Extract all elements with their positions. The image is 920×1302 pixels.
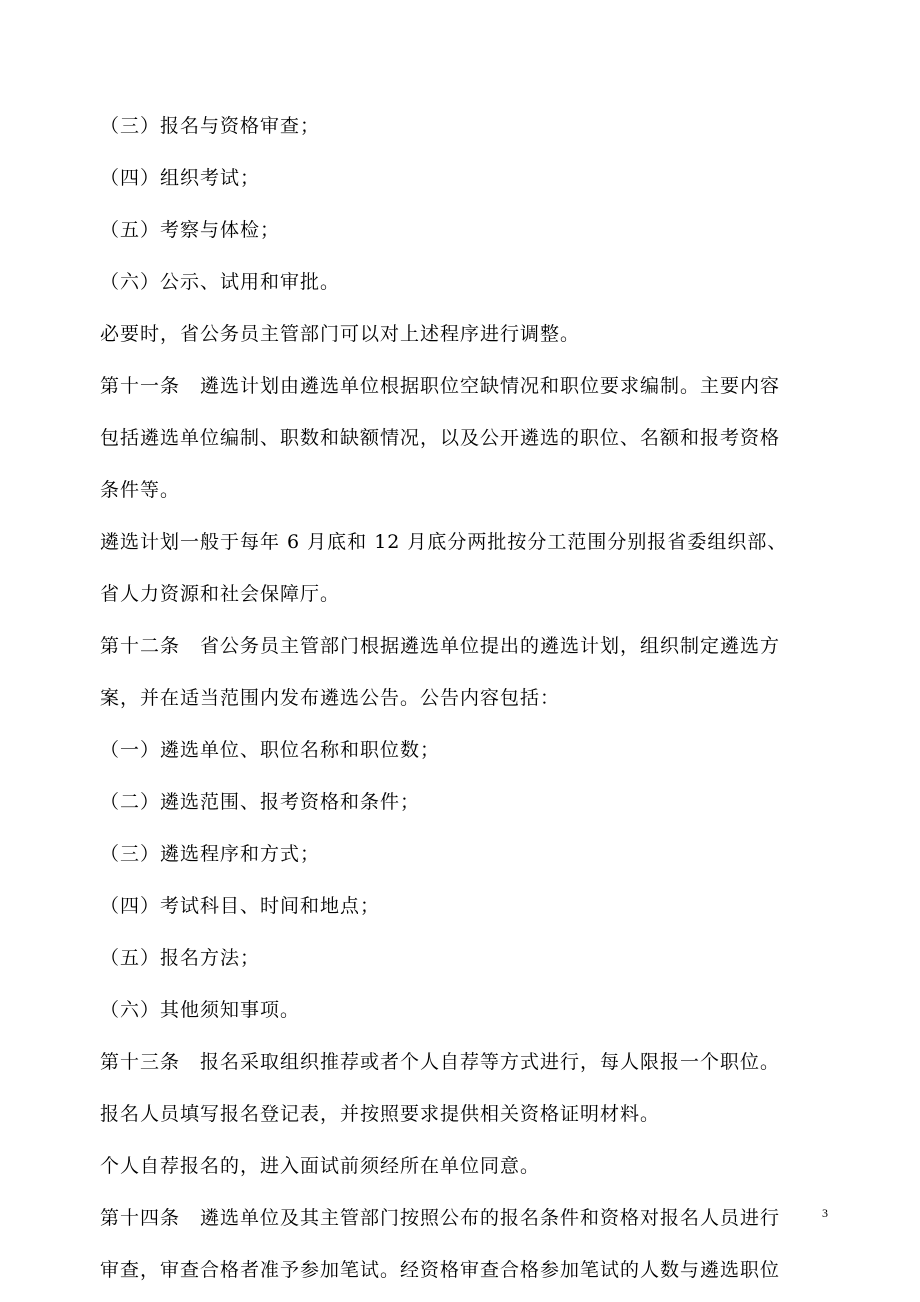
text-line: （五）考察与体检； (100, 219, 281, 241)
text-line: 遴选计划一般于每年 6 月底和 12 月底分两批按分工范围分别报省委组织部、 (100, 531, 788, 553)
text-line: 个人自荐报名的，进入面试前须经所在单位同意。 (100, 1155, 541, 1177)
article-11-line-2: 包括遴选单位编制、职数和缺额情况，以及公开遴选的职位、名额和报考资格 (100, 427, 781, 449)
article-14-line-1: 第十四条 遴选单位及其主管部门按照公布的报名条件和资格对报名人员进行 (100, 1207, 781, 1229)
text-line: 省人力资源和社会保障厅。 (100, 583, 341, 605)
article-11-line-3: 条件等。 (100, 479, 181, 501)
text-line: （六）公示、试用和审批。 (100, 271, 341, 293)
list-item: （六）其他须知事项。 (100, 999, 301, 1021)
text-line: 必要时，省公务员主管部门可以对上述程序进行调整。 (100, 323, 581, 345)
list-item: （一）遴选单位、职位名称和职位数； (100, 739, 441, 761)
article-13-line-1: 第十三条 报名采取组织推荐或者个人自荐等方式进行，每人限报一个职位。 (100, 1051, 781, 1073)
article-14-line-2: 审查，审查合格者准予参加笔试。经资格审查合格参加笔试的人数与遴选职位 (100, 1259, 781, 1281)
article-12-line-1: 第十二条 省公务员主管部门根据遴选单位提出的遴选计划，组织制定遴选方 (100, 635, 781, 657)
list-item: （四）考试科目、时间和地点； (100, 895, 381, 917)
document-body (100, 100, 840, 1296)
list-item: （三）遴选程序和方式； (100, 843, 321, 865)
list-item: （二）遴选范围、报考资格和条件； (100, 791, 421, 813)
text-line: （三）报名与资格审查； (100, 115, 321, 137)
article-13-line-2: 报名人员填写报名登记表，并按照要求提供相关资格证明材料。 (100, 1103, 661, 1125)
text-line: （四）组织考试； (100, 167, 261, 189)
page-number: 3 (822, 1206, 828, 1220)
article-11-line-1: 第十一条 遴选计划由遴选单位根据职位空缺情况和职位要求编制。主要内容 (100, 375, 781, 397)
list-item: （五）报名方法； (100, 947, 261, 969)
article-12-line-2: 案，并在适当范围内发布遴选公告。公告内容包括： (100, 687, 561, 709)
